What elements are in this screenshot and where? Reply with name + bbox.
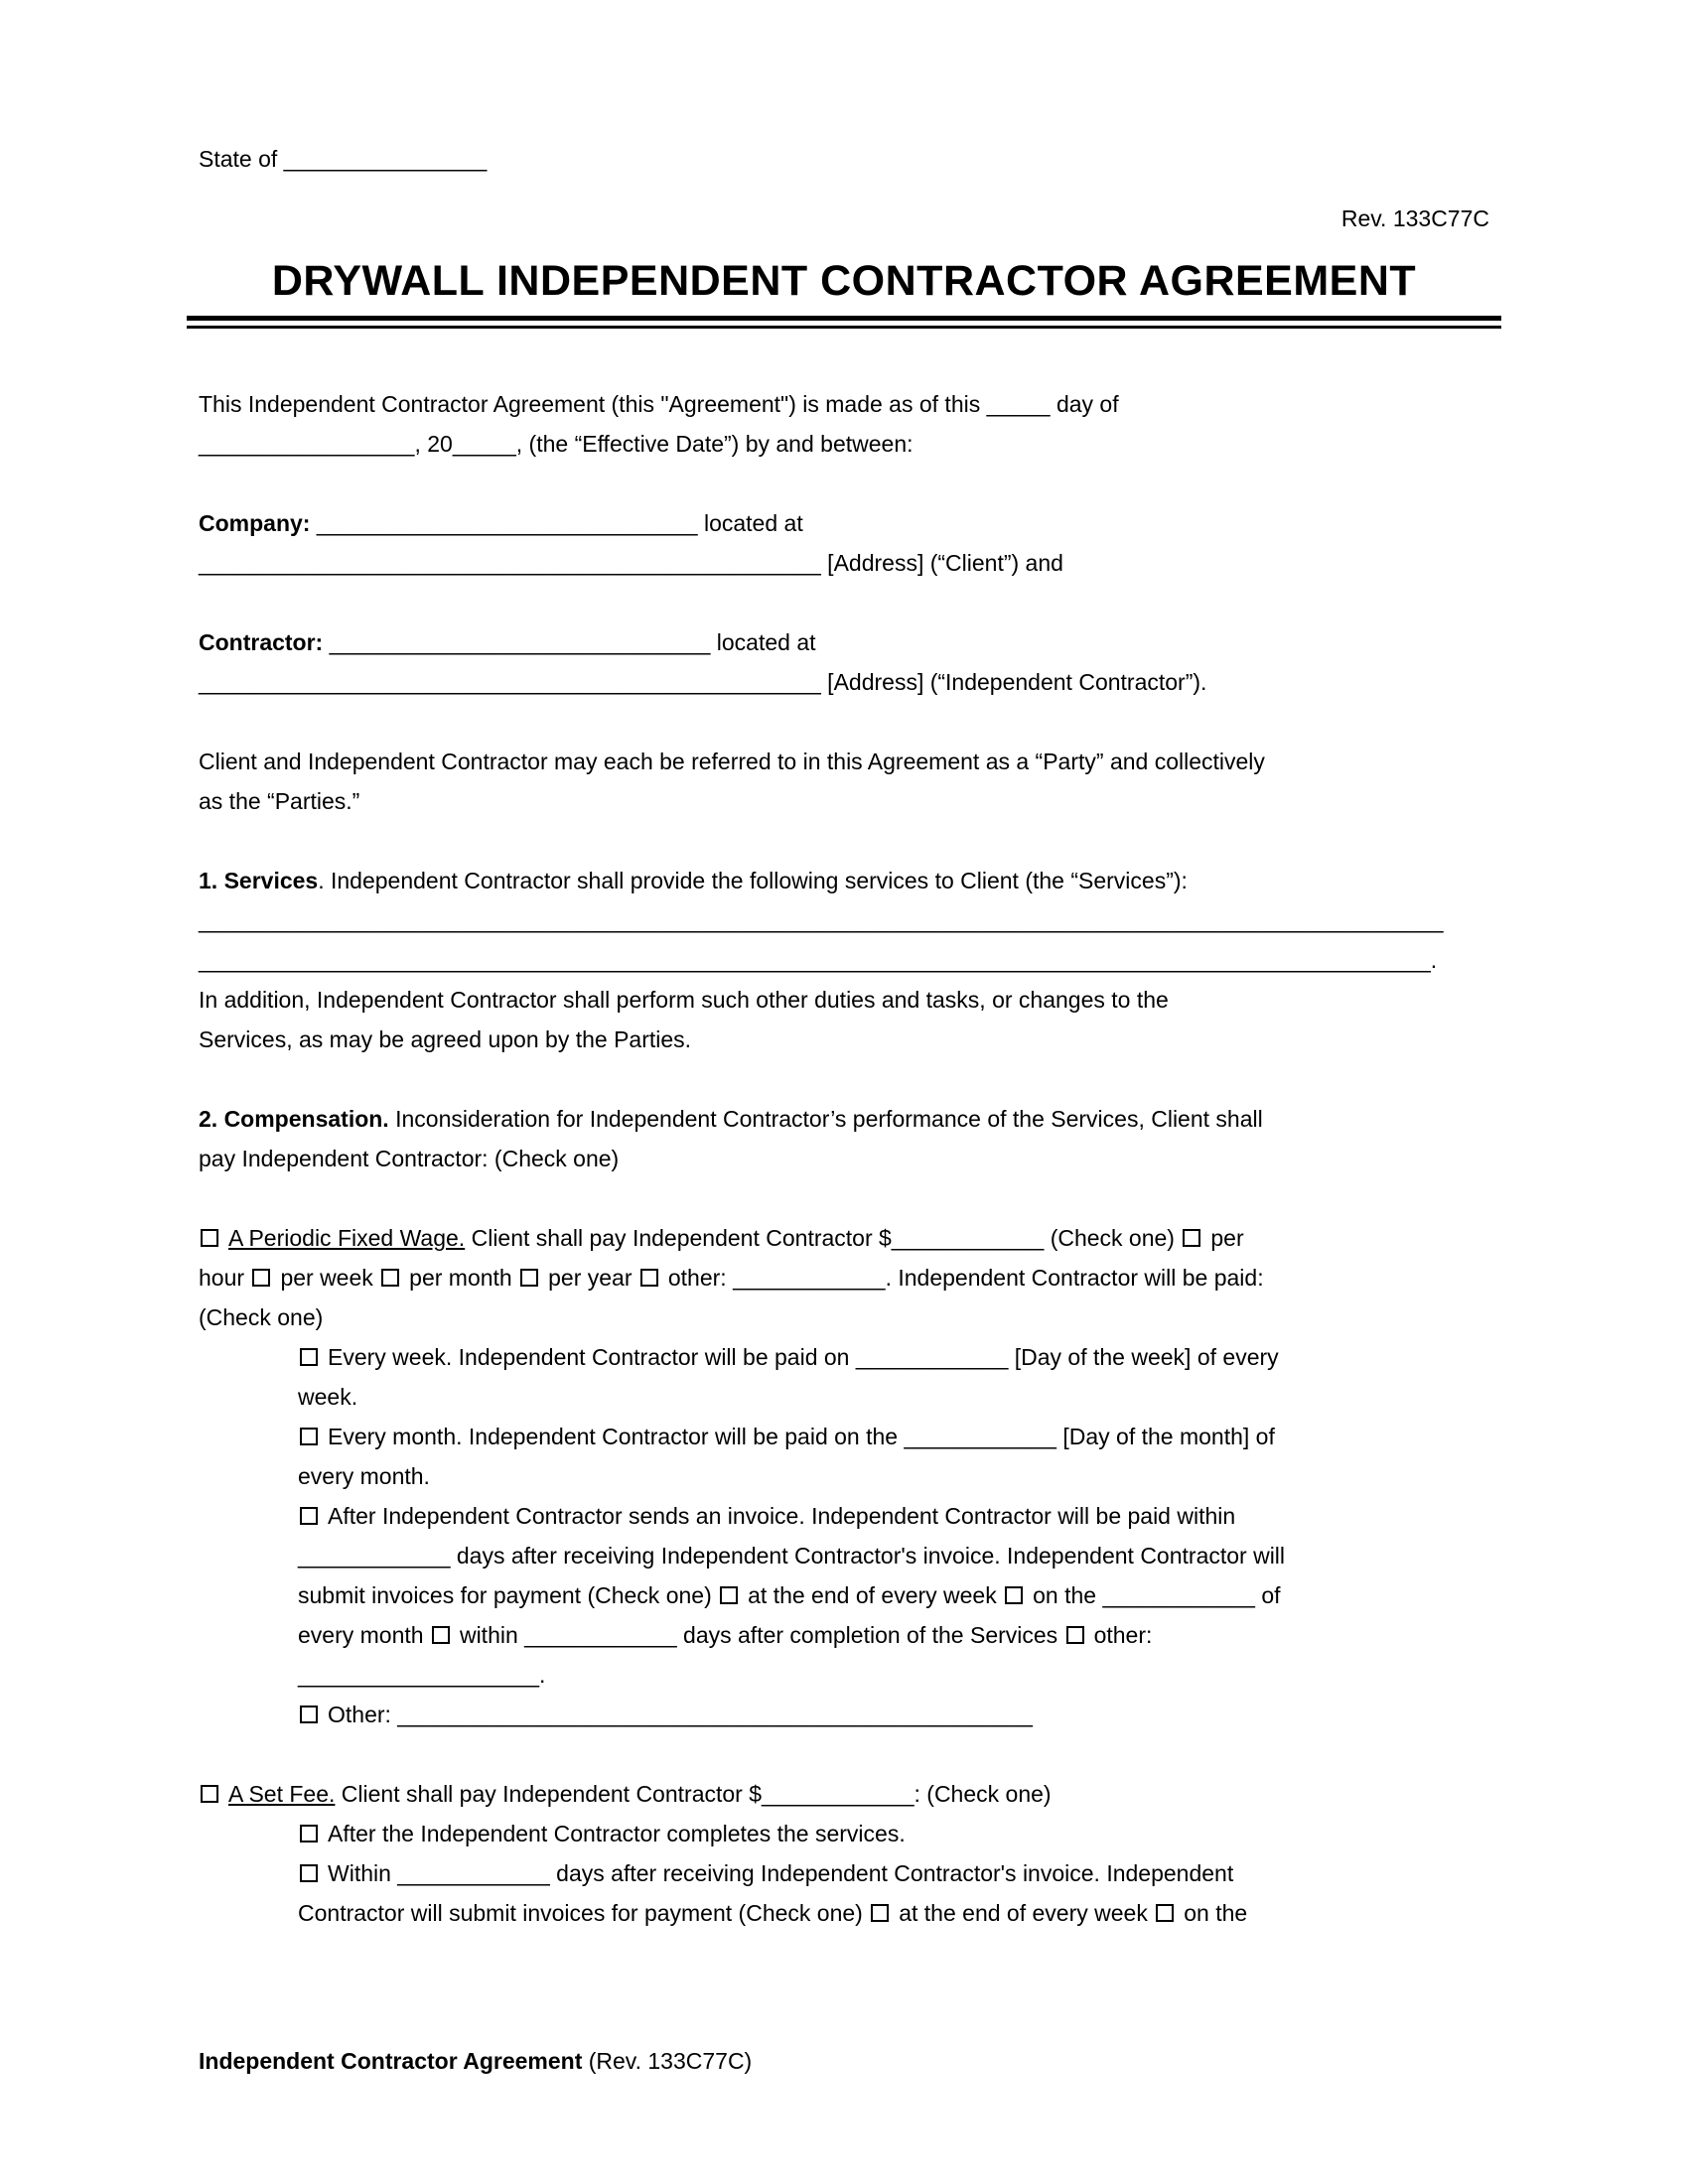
revision-label: Rev. 133C77C xyxy=(1340,205,1489,231)
intro-line-2: _________________, 20_____, (the “Effective Date”) by and between: xyxy=(199,431,914,457)
checkbox-rate-other[interactable] xyxy=(640,1269,658,1287)
page-title: DRYWALL INDEPENDENT CONTRACTOR AGREEMENT xyxy=(271,257,1417,305)
per-month-label: per month xyxy=(409,1265,519,1291)
state-of-line xyxy=(199,139,1489,179)
company-name-blank: ______________________________ located at xyxy=(310,510,803,536)
parties-line-1: Client and Independent Contractor may each be referred to in this Agreement as a “Party” and collectively xyxy=(199,749,1265,774)
invoice-within-days-label: within ____________ days after completion of the Services xyxy=(459,1622,1064,1648)
fee-within-days-option xyxy=(298,1853,1489,1933)
checkbox-per-week[interactable] xyxy=(252,1269,270,1287)
services-blank-line-1: __________________________________________________________________________________________________ xyxy=(199,907,1444,933)
intro-line-1: This Independent Contractor Agreement (this "Agreement") is made as of this _____ day of xyxy=(199,391,1119,417)
services-text: . Independent Contractor shall provide the following services to Client (the “Services”): xyxy=(318,868,1188,893)
checkbox-fee-invoice-end-of-week[interactable] xyxy=(871,1904,889,1922)
checkbox-per-month[interactable] xyxy=(381,1269,399,1287)
services-addition-line-1: In addition, Independent Contractor shall perform such other duties and tasks, or changes to the xyxy=(199,987,1169,1013)
periodic-wage-per-label: per xyxy=(1210,1225,1244,1251)
services-blank-line-2: _________________________________________________________________________________________________. xyxy=(199,947,1438,973)
checkbox-invoice-other[interactable] xyxy=(1066,1626,1084,1644)
periodic-wage-hour-label: hour xyxy=(199,1265,251,1291)
periodic-wage-item xyxy=(199,1218,1489,1337)
compensation-text-1: Inconsideration for Independent Contractor’s performance of the Services, Client shall xyxy=(388,1106,1263,1132)
fee-within-days-text-1: Within ____________ days after receiving Independent Contractor's invoice. Independent xyxy=(328,1860,1234,1886)
invoice-end-of-week-label: at the end of every week xyxy=(748,1582,1004,1608)
company-address-blank: _________________________________________________ [Address] (“Client”) and xyxy=(199,550,1063,576)
fee-within-days-text-2: Contractor will submit invoices for payment (Check one) xyxy=(298,1900,870,1926)
checkbox-periodic-fixed-wage[interactable] xyxy=(201,1229,218,1247)
set-fee-title: A Set Fee. xyxy=(228,1781,336,1807)
periodic-wage-title: A Periodic Fixed Wage. xyxy=(228,1225,466,1251)
set-fee-item xyxy=(199,1774,1489,1814)
paid-every-month-text-2: every month. xyxy=(298,1463,430,1489)
footer-title: Independent Contractor Agreement xyxy=(199,2048,583,2074)
company-label: Company: xyxy=(199,510,311,536)
payment-other-option xyxy=(298,1695,1489,1734)
checkbox-invoice-end-of-week[interactable] xyxy=(720,1586,738,1604)
per-year-label: per year xyxy=(548,1265,638,1291)
invoice-other-label: other: xyxy=(1093,1622,1153,1648)
checkbox-paid-every-month[interactable] xyxy=(300,1428,318,1445)
parties-line-2: as the “Parties.” xyxy=(199,788,360,814)
contractor-name-blank: ______________________________ located at xyxy=(323,629,816,655)
paid-every-month-text-1: Every month. Independent Contractor will be paid on the ____________ [Day of the month] of xyxy=(328,1424,1275,1449)
fee-invoice-end-of-week-label: at the end of every week xyxy=(899,1900,1155,1926)
after-invoice-text-2: ____________ days after receiving Independent Contractor's invoice. Independent Contractor will xyxy=(298,1543,1286,1569)
periodic-wage-text-1: Client shall pay Independent Contractor $____________ (Check one) xyxy=(465,1225,1182,1251)
fee-after-completion-option xyxy=(298,1814,1489,1853)
contractor-paragraph xyxy=(199,622,1489,702)
intro-paragraph xyxy=(199,384,1489,464)
after-invoice-text-4: every month xyxy=(298,1622,430,1648)
page-footer xyxy=(199,2041,752,2081)
periodic-check-one-label: (Check one) xyxy=(199,1304,324,1330)
paid-every-month-option xyxy=(298,1417,1489,1496)
contractor-address-blank: _________________________________________________ [Address] (“Independent Contractor”). xyxy=(199,669,1207,695)
checkbox-invoice-within-days[interactable] xyxy=(432,1626,450,1644)
compensation-heading: 2. Compensation. xyxy=(199,1106,389,1132)
parties-paragraph xyxy=(199,742,1489,821)
checkbox-fee-within-days[interactable] xyxy=(300,1864,318,1882)
paid-every-week-text-1: Every week. Independent Contractor will be paid on ____________ [Day of the week] of every xyxy=(328,1344,1279,1370)
compensation-text-2: pay Independent Contractor: (Check one) xyxy=(199,1146,620,1171)
checkbox-set-fee[interactable] xyxy=(201,1785,218,1803)
revision-line xyxy=(199,199,1489,238)
paid-every-week-text-2: week. xyxy=(298,1384,358,1410)
services-heading: 1. Services xyxy=(199,868,319,893)
checkbox-per-hour[interactable] xyxy=(1183,1229,1200,1247)
paid-every-week-option xyxy=(298,1337,1489,1417)
rate-other-label: other: ____________. Independent Contractor will be paid: xyxy=(667,1265,1264,1291)
checkbox-invoice-day-of-month[interactable] xyxy=(1005,1586,1023,1604)
contractor-label: Contractor: xyxy=(199,629,324,655)
paid-after-invoice-option xyxy=(298,1496,1489,1695)
invoice-other-blank: ___________________. xyxy=(298,1662,546,1688)
invoice-day-of-month-label: on the ____________ of xyxy=(1033,1582,1281,1608)
checkbox-fee-invoice-day-of-month[interactable] xyxy=(1156,1904,1174,1922)
checkbox-paid-every-week[interactable] xyxy=(300,1348,318,1366)
after-invoice-text-3: submit invoices for payment (Check one) xyxy=(298,1582,719,1608)
per-week-label: per week xyxy=(280,1265,380,1291)
services-section xyxy=(199,861,1489,1059)
fee-invoice-day-of-month-label: on the xyxy=(1184,1900,1248,1926)
title-underline xyxy=(187,316,1501,329)
checkbox-payment-other[interactable] xyxy=(300,1706,318,1723)
checkbox-per-year[interactable] xyxy=(520,1269,538,1287)
compensation-section xyxy=(199,1099,1489,1178)
set-fee-text-1: Client shall pay Independent Contractor $____________: (Check one) xyxy=(335,1781,1052,1807)
after-invoice-text-1: After Independent Contractor sends an invoice. Independent Contractor will be paid within xyxy=(328,1503,1236,1529)
company-paragraph xyxy=(199,503,1489,583)
footer-revision: (Rev. 133C77C) xyxy=(582,2048,753,2074)
checkbox-paid-after-invoice[interactable] xyxy=(300,1507,318,1525)
payment-other-blank: Other: __________________________________________________ xyxy=(328,1702,1033,1727)
services-addition-line-2: Services, as may be agreed upon by the Parties. xyxy=(199,1026,692,1052)
state-of-text: State of ________________ xyxy=(199,146,488,172)
checkbox-fee-after-completion[interactable] xyxy=(300,1825,318,1843)
fee-after-completion-text: After the Independent Contractor completes the services. xyxy=(328,1821,906,1846)
